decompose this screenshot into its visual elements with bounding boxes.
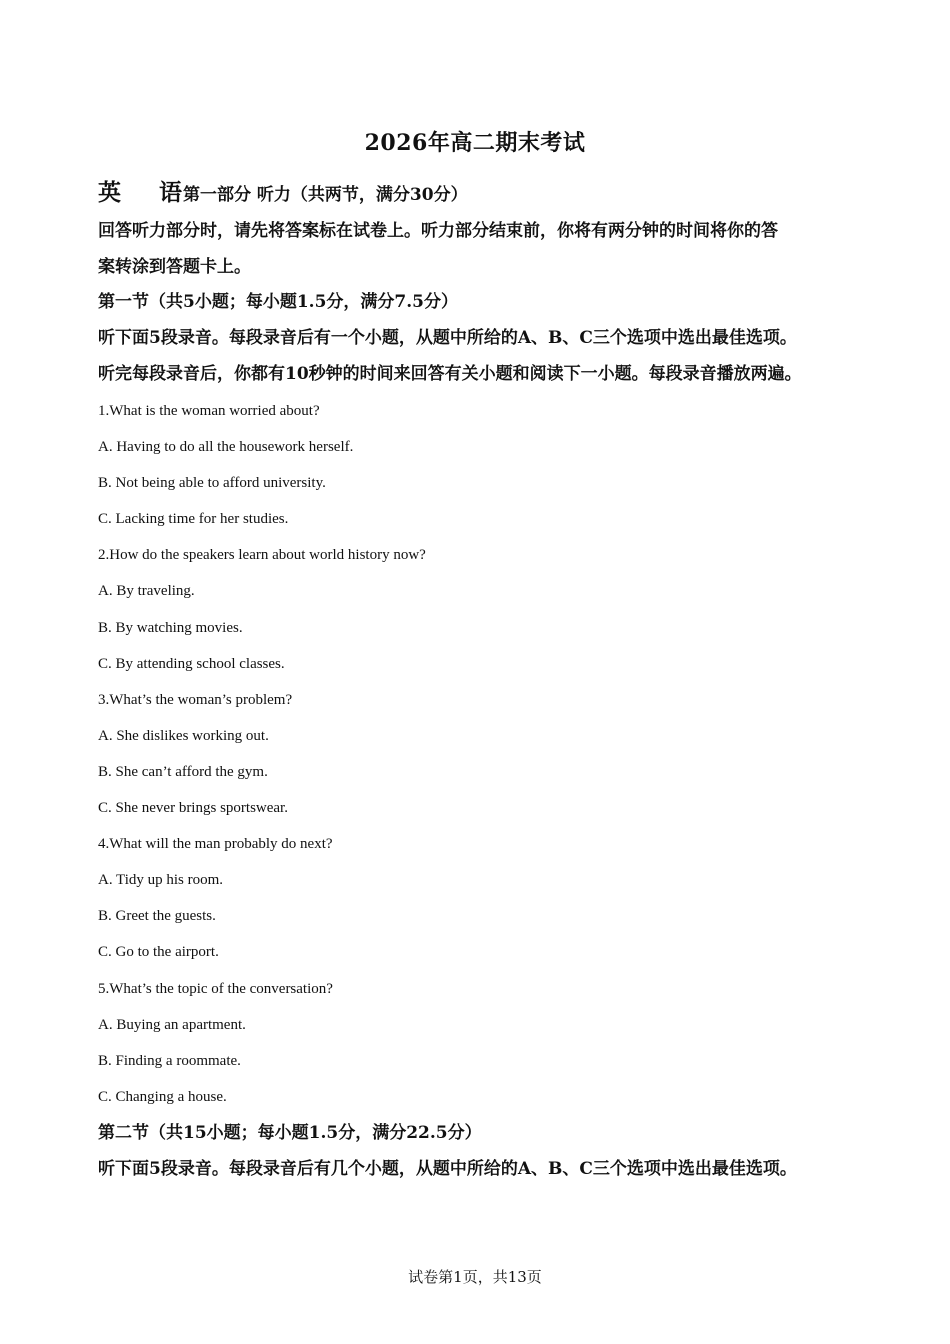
answer-option: B. Not being able to afford university. [98,475,326,492]
question-item [98,393,858,537]
answer-option: C. Changing a house. [98,1088,227,1105]
question-stem: 2.How do the speakers learn about world history now? [98,547,426,564]
section1-instruction-line: 听下面5段录音。每段录音后有一个小题，从题中所给的A、B、C三个选项中选出最佳选项。 [98,328,797,348]
section2-instruction-line: 听下面5段录音。每段录音后有几个小题，从题中所给的A、B、C三个选项中选出最佳选项。 [98,1159,797,1179]
answer-option: C. By attending school classes. [98,655,285,672]
question-item [98,537,858,681]
answer-option: B. She can’t afford the gym. [98,763,268,780]
question-item [98,682,858,826]
answer-option: B. By watching movies. [98,619,243,636]
question-stem: 3.What’s the woman’s problem? [98,691,293,708]
section2-heading-block [98,1115,868,1151]
section1-instruction-line: 听完每段录音后，你都有10秒钟的时间来回答有关小题和阅读下一小题。每段录音播放两遍。 [98,364,802,384]
page-footer: 试卷第1页，共13页 [408,1268,542,1286]
question-item [98,971,858,1115]
answer-option: B. Greet the guests. [98,908,216,925]
answer-option: B. Finding a roommate. [98,1052,241,1069]
part-heading: 第一部分 听力（共两节，满分30分） [183,185,468,205]
section1-heading-block [98,284,868,320]
question-stem: 5.What’s the topic of the conversation? [98,980,333,997]
answer-option: C. She never brings sportswear. [98,800,288,817]
instruction-line: 回答听力部分时，请先将答案标在试卷上。听力部分结束前，你将有两分钟的时间将你的答 [98,221,778,241]
section1-instructions [98,320,868,392]
question-item [98,826,858,970]
answer-option: C. Go to the airport. [98,944,219,961]
subject-char-second: 语 [159,179,182,206]
answer-option: A. Buying an apartment. [98,1016,246,1033]
subject-char-first: 英 [98,179,121,206]
instruction-line: 案转涂到答题卡上。 [98,257,251,277]
answer-option: A. By traveling. [98,583,195,600]
answer-option: A. Tidy up his room. [98,872,224,889]
question-stem: 1.What is the woman worried about? [98,403,320,419]
answer-option: A. Having to do all the housework herself. [98,439,354,456]
question-list [98,393,858,1115]
exam-title: 2026年高二期末考试 [364,130,586,156]
section2-heading: 第二节（共15小题；每小题1.5分，满分22.5分） [98,1123,482,1143]
answer-option: C. Lacking time for her studies. [98,511,289,528]
general-instructions [98,213,868,285]
section1-heading: 第一节（共5小题；每小题1.5分，满分7.5分） [98,292,458,312]
answer-option: A. She dislikes working out. [98,727,269,744]
question-stem: 4.What will the man probably do next? [98,836,333,853]
section2-instructions [98,1151,868,1187]
subject-row [98,174,858,207]
